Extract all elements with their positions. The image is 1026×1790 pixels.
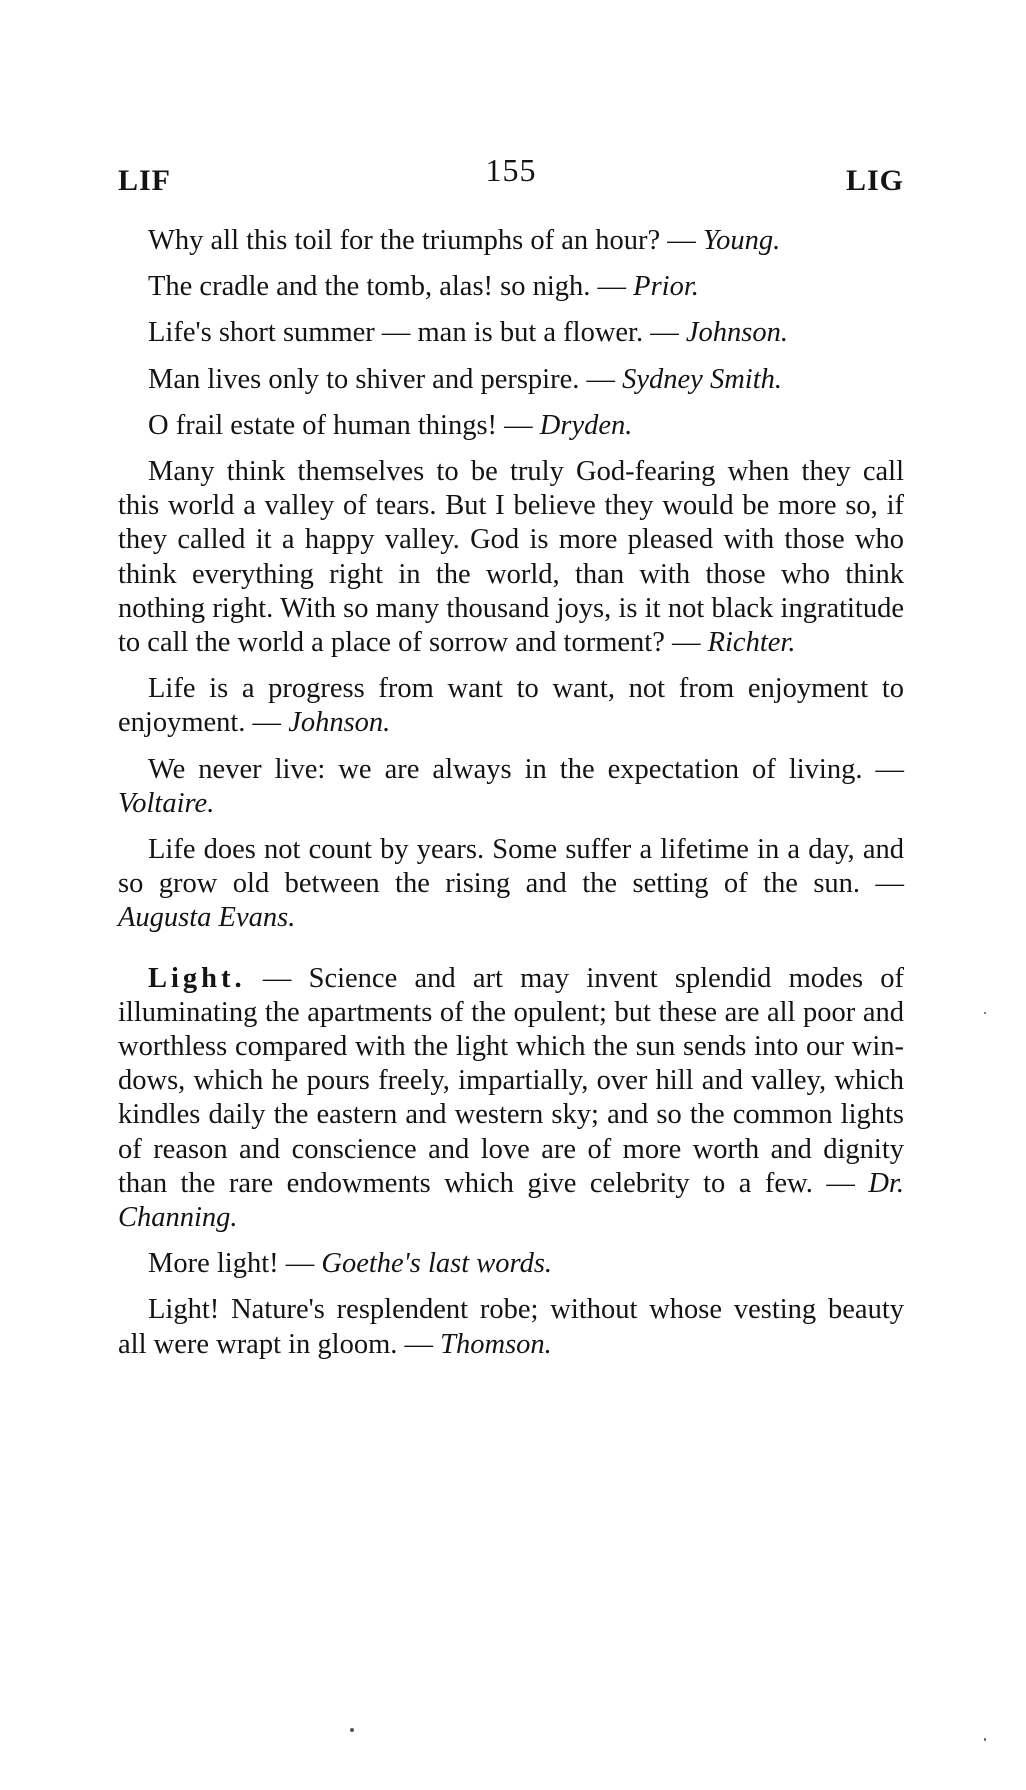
header-right-guide-word: LIG [845, 164, 904, 197]
print-speck [984, 1012, 986, 1014]
running-head [118, 146, 904, 198]
quotation-dryden [118, 409, 904, 443]
quotation-author: Goethe's last words. [321, 1248, 553, 1280]
page-number: 155 [485, 152, 537, 188]
quotation-author: Richter. [707, 627, 796, 659]
quotation-text: Why all this toil for the triumphs of an hour? — [148, 225, 703, 256]
quotation-text: Life's short summer — man is but a flower. — [148, 317, 686, 349]
quotation-johnson-2 [118, 672, 904, 740]
quotation-text: Man lives only to shiver and perspire. — [148, 363, 623, 395]
quotation-augusta-evans [118, 833, 904, 936]
quotation-thomson [118, 1293, 904, 1361]
quotation-author: Young. [702, 225, 781, 256]
quotation-voltaire [118, 753, 904, 821]
print-speck [984, 1738, 986, 1741]
page-body [118, 224, 904, 1362]
quotation-text: More light! — [148, 1248, 322, 1280]
quotation-text: Life is a progress from want to want, not from enjoyment to enjoyment. — [118, 673, 904, 739]
quotation-goethe [118, 1247, 904, 1281]
quotation-prior [118, 270, 904, 304]
header-left-guide-word: LIF [118, 164, 172, 197]
quotation-text: The cradle and the tomb, alas! so nigh. — [148, 271, 634, 303]
quotation-text: We never live: we are always in the expectation of living. — [148, 753, 904, 785]
quotation-sydney-smith [118, 363, 904, 397]
quotation-text: Life does not count by years. Some suffer a lifetime in a day, and so grow old between the rising and the setting of the sun. — [118, 834, 904, 900]
quotation-richter [118, 455, 904, 660]
quotation-young [118, 224, 904, 258]
quotation-author: Johnson. [685, 317, 788, 349]
entry-headword: Light. [148, 962, 246, 994]
quotation-author: Thomson. [440, 1328, 552, 1360]
quotation-author: Voltaire. [118, 787, 215, 819]
quotation-author: Dryden. [539, 409, 633, 441]
print-speck [350, 1728, 354, 1732]
quotation-text: Science and art may invent splendid modes of illuminating the apartments of the opulent; but these are all poor and worthless compared with the light which the sun sends into our windows, which he pours freely, impartially, over hill and valley, which kindles daily the eastern and western sky; and so the common lights of reason and conscience and love are of more worth and dignity than the rare endowments which give celebrity to a few. — [118, 962, 905, 1199]
headword-dash: — [245, 962, 309, 994]
quotation-author: Johnson. [288, 707, 391, 739]
book-page [118, 146, 904, 1374]
quotation-author: Augusta Evans. [118, 902, 296, 934]
light-entry [118, 962, 904, 1236]
quotation-author: Dr. Channing. [118, 1167, 904, 1234]
quotation-author: Sydney Smith. [622, 363, 782, 395]
quotation-author: Prior. [633, 271, 699, 303]
quotation-text: O frail estate of human things! — [148, 409, 540, 441]
quotation-text: Many think themselves to be truly God-fearing when they call this world a valley of tears. But I believe they would be more so, if they called it a happy valley. God is more pleased with those who think everything right in the world, than with those who think nothing right. With so many thousand joys, is it not black ingratitude to call the world a place of sorrow and torment? — [118, 456, 904, 659]
quotation-text: Light! Nature's resplendent robe; without whose vesting beauty all were wrapt in gloom. — [118, 1294, 904, 1360]
quotation-johnson-1 [118, 316, 904, 350]
